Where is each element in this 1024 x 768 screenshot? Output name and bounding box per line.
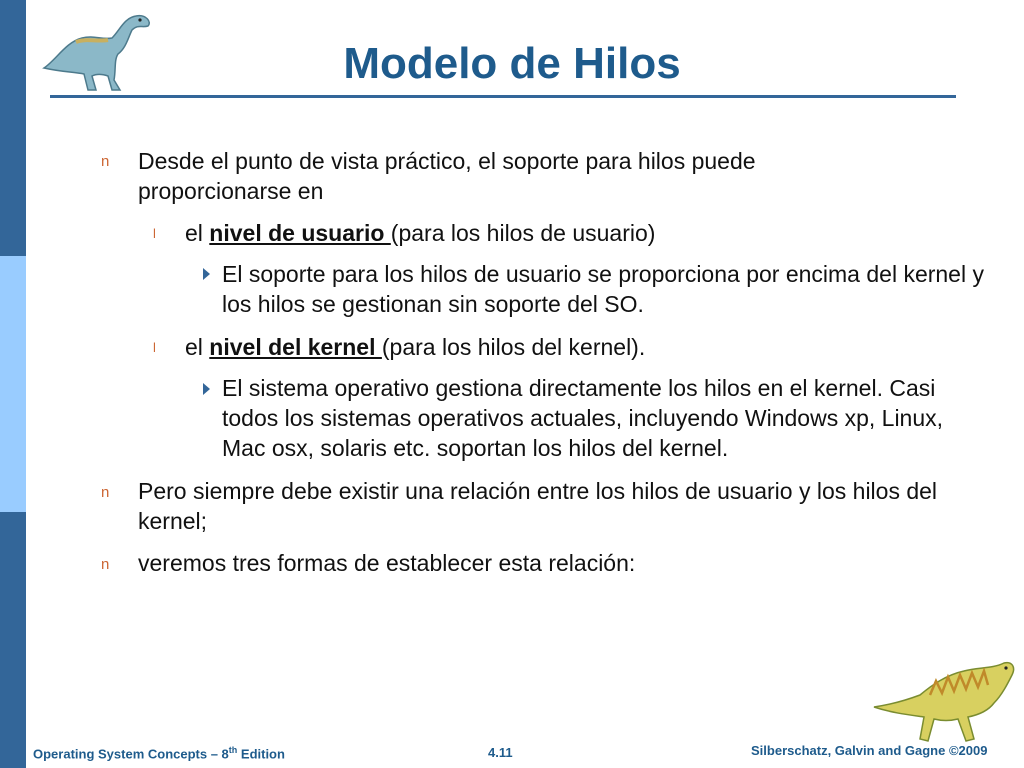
footer-book-prefix: Operating System Concepts – 8 <box>33 746 229 762</box>
bullet-2-text: Pero siempre debe existir una relación entre los hilos de usuario y los hilos del kernel; <box>138 478 938 534</box>
slide-title: Modelo de Hilos <box>343 39 681 88</box>
footer-page-number: 4.11 <box>488 745 513 760</box>
bullet-1-2-1-text: El sistema operativo gestiona directamente los hilos en el kernel. Casi todos los sistemas operativos actuales, incluyendo Windows xp, Linux, Mac osx, solaris etc. soportan los hilos del kernel. <box>222 375 944 461</box>
nivel-de-usuario-emphasis: nivel de usuario <box>209 220 391 246</box>
bullet-marker: n <box>101 484 110 501</box>
footer-book-sup: th <box>228 745 238 755</box>
footer-book-title <box>33 745 285 761</box>
bullet-3-text: veremos tres formas de establecer esta relación: <box>138 550 636 576</box>
dinosaur-bottom-icon <box>870 655 1020 750</box>
footer-book-suffix: Edition <box>237 746 285 762</box>
nivel-del-kernel-emphasis: nivel del kernel <box>209 334 382 360</box>
arrow-bullet-icon <box>203 383 210 395</box>
bullet-1-1-text <box>185 218 885 248</box>
bullet-1-1-post: (para los hilos de usuario) <box>390 220 656 246</box>
sub-bullet-marker: l <box>153 340 156 355</box>
arrow-bullet-icon <box>203 268 210 280</box>
bullet-1-2-pre: el <box>185 334 210 360</box>
bullet-1-2-text <box>185 332 885 362</box>
bullet-1-1-1-text: El soporte para los hilos de usuario se proporciona por encima del kernel y los hilos se gestionan sin soporte del SO. <box>222 261 984 317</box>
bullet-1-text: Desde el punto de vista práctico, el soporte para hilos puede proporcionarse en <box>138 148 756 204</box>
bullet-1-2-post: (para los hilos del kernel). <box>381 334 646 360</box>
sub-bullet-marker: l <box>153 226 156 241</box>
footer-authors: Silberschatz, Galvin and Gagne ©2009 <box>751 743 988 758</box>
bullet-marker: n <box>101 556 110 573</box>
bullet-marker: n <box>101 153 110 170</box>
bullet-1-1-pre: el <box>185 220 210 246</box>
